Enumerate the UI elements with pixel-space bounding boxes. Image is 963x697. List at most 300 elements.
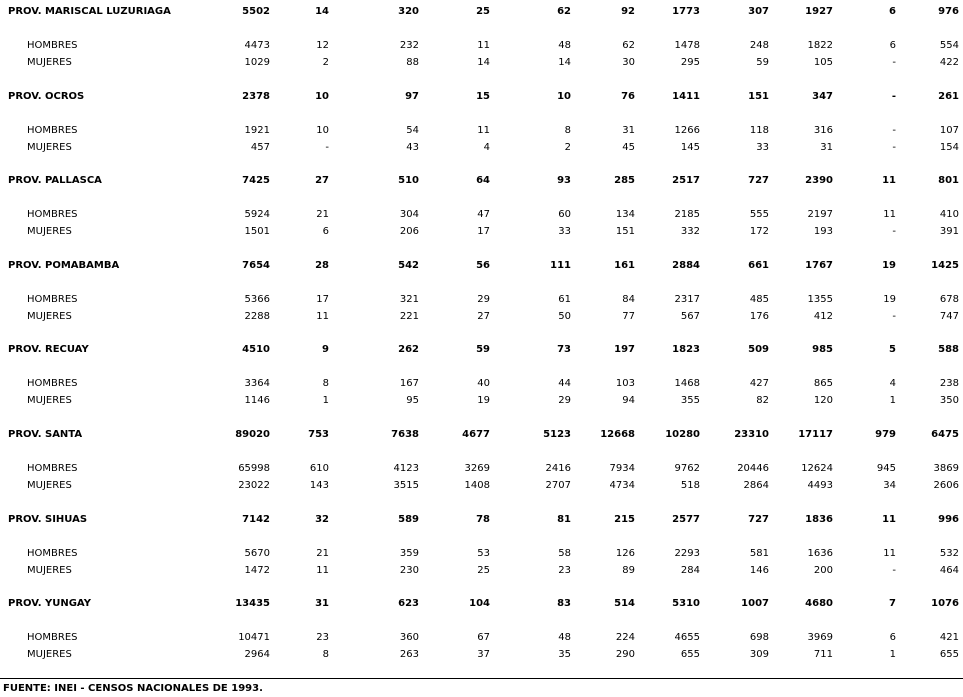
table-cell: 509: [748, 344, 769, 356]
table-row: [0, 206, 963, 223]
table-cell: 14: [315, 6, 329, 17]
table-row: [0, 37, 963, 54]
table-cell: 360: [399, 632, 419, 644]
table-cell: 11: [477, 40, 490, 51]
table-cell: 93: [557, 175, 571, 187]
table-cell: 4: [889, 378, 896, 390]
table-cell: 1007: [741, 598, 769, 610]
table-cell: 284: [680, 564, 700, 576]
table-cell: -: [892, 226, 896, 238]
table-cell: 2517: [672, 175, 700, 187]
table-row: [0, 629, 963, 646]
sex-label: HOMBRES: [27, 378, 78, 390]
table-cell: 23022: [238, 480, 270, 491]
table-cell: 20446: [737, 463, 769, 474]
table-cell: 542: [398, 259, 419, 271]
table-cell: -: [892, 310, 896, 322]
table-cell: 532: [939, 547, 959, 559]
table-cell: 25: [476, 6, 490, 17]
table-row: [0, 223, 963, 240]
table-cell: 167: [399, 378, 419, 390]
table-cell: 464: [939, 564, 959, 576]
table-cell: 224: [615, 632, 635, 644]
sex-label: HOMBRES: [27, 124, 78, 136]
table-cell: 2: [564, 141, 571, 153]
province-total-row: [0, 172, 963, 189]
table-cell: 5310: [672, 598, 700, 610]
province-name: PROV. OCROS: [8, 90, 85, 102]
table-cell: 4655: [674, 632, 700, 644]
table-cell: 176: [749, 310, 769, 322]
table-cell: 1823: [672, 344, 700, 356]
table-cell: -: [892, 57, 896, 68]
table-cell: 17: [477, 226, 490, 238]
table-cell: 65998: [238, 463, 270, 474]
table-cell: 3364: [244, 378, 270, 390]
table-cell: 21: [316, 547, 329, 559]
table-cell: 2378: [242, 90, 270, 102]
table-cell: 48: [558, 632, 571, 644]
table-cell: 6: [322, 226, 329, 238]
table-cell: 10: [316, 124, 329, 136]
table-cell: 711: [813, 649, 833, 661]
table-cell: 67: [477, 632, 490, 644]
table-cell: 2864: [743, 480, 769, 491]
table-cell: 4: [483, 141, 490, 153]
table-cell: 1501: [244, 226, 270, 238]
table-cell: 10471: [238, 632, 270, 644]
table-cell: 261: [938, 90, 959, 102]
table-cell: 1: [322, 395, 329, 407]
table-cell: 33: [756, 141, 769, 153]
table-cell: 567: [680, 310, 700, 322]
table-cell: 19: [477, 395, 490, 407]
table-cell: 1425: [931, 259, 959, 271]
province-name: PROV. POMABAMBA: [8, 259, 120, 271]
table-row: [0, 460, 963, 477]
table-cell: 1836: [805, 513, 833, 525]
table-cell: 421: [939, 632, 959, 644]
table-cell: 197: [614, 344, 635, 356]
table-cell: 120: [813, 395, 833, 407]
table-cell: 3269: [464, 463, 490, 474]
table-cell: 985: [812, 344, 833, 356]
table-cell: 45: [622, 141, 635, 153]
table-cell: 60: [558, 209, 571, 221]
table-cell: 59: [476, 344, 490, 356]
table-cell: 78: [476, 513, 490, 525]
table-cell: 11: [882, 175, 896, 187]
table-cell: 104: [469, 598, 490, 610]
table-cell: 7425: [242, 175, 270, 187]
table-cell: 1411: [672, 90, 700, 102]
table-cell: 32: [315, 513, 329, 525]
table-cell: 11: [883, 209, 896, 221]
table-cell: 29: [558, 395, 571, 407]
table-cell: 4677: [462, 429, 490, 440]
table-cell: 7654: [242, 259, 270, 271]
table-cell: 238: [939, 378, 959, 390]
table-cell: 82: [756, 395, 769, 407]
table-cell: 2185: [674, 209, 700, 221]
table-cell: -: [325, 141, 329, 153]
province-name: PROV. SIHUAS: [8, 513, 88, 525]
table-cell: 391: [939, 226, 959, 238]
table-cell: 1927: [805, 6, 833, 17]
table-cell: 3969: [807, 632, 833, 644]
table-cell: 62: [622, 40, 635, 51]
table-cell: 6: [889, 40, 896, 51]
table-cell: 14: [558, 57, 571, 68]
table-cell: 350: [939, 395, 959, 407]
sex-label: MUJERES: [27, 141, 72, 153]
table-cell: 1146: [244, 395, 270, 407]
table-cell: 11: [316, 310, 329, 322]
table-cell: 747: [939, 310, 959, 322]
table-cell: 89020: [235, 429, 270, 440]
table-cell: 19: [882, 259, 896, 271]
table-cell: 1355: [807, 293, 833, 305]
table-cell: 4510: [242, 344, 270, 356]
table-cell: 31: [315, 598, 329, 610]
table-cell: 248: [749, 40, 769, 51]
table-cell: 48: [558, 40, 571, 51]
table-cell: 623: [398, 598, 419, 610]
table-cell: 945: [876, 463, 896, 474]
table-cell: 1076: [931, 598, 959, 610]
sex-label: MUJERES: [27, 395, 72, 407]
table-cell: 655: [939, 649, 959, 661]
table-cell: 510: [398, 175, 419, 187]
table-cell: 1478: [674, 40, 700, 51]
table-cell: 554: [939, 40, 959, 51]
table-cell: 655: [680, 649, 700, 661]
sex-label: HOMBRES: [27, 209, 78, 221]
table-cell: 698: [749, 632, 769, 644]
table-cell: 134: [615, 209, 635, 221]
table-cell: 12668: [600, 429, 635, 440]
table-cell: 29: [477, 293, 490, 305]
province-total-row: [0, 341, 963, 358]
table-cell: 206: [399, 226, 419, 238]
table-cell: 5366: [244, 293, 270, 305]
table-cell: 2197: [807, 209, 833, 221]
sex-label: MUJERES: [27, 649, 72, 661]
table-cell: 230: [399, 564, 419, 576]
table-cell: 19: [883, 293, 896, 305]
table-cell: -: [892, 124, 896, 136]
table-cell: 10: [557, 90, 571, 102]
table-cell: 5502: [242, 6, 270, 17]
table-cell: 9762: [674, 463, 700, 474]
table-cell: 588: [938, 344, 959, 356]
table-cell: 412: [813, 310, 833, 322]
table-cell: 422: [939, 57, 959, 68]
table-cell: 61: [558, 293, 571, 305]
table-cell: 7142: [242, 513, 270, 525]
table-cell: 89: [622, 564, 635, 576]
table-cell: 727: [748, 175, 769, 187]
source-note: FUENTE: INEI - CENSOS NACIONALES DE 1993.: [3, 683, 263, 694]
sex-label: MUJERES: [27, 564, 72, 576]
table-row: [0, 545, 963, 562]
table-cell: 53: [477, 547, 490, 559]
table-cell: 3869: [933, 463, 959, 474]
table-row: [0, 392, 963, 409]
table-cell: 105: [813, 57, 833, 68]
province-total-row: [0, 3, 963, 20]
table-cell: 1029: [244, 57, 270, 68]
table-cell: 11: [883, 547, 896, 559]
table-cell: 4473: [244, 40, 270, 51]
table-cell: 1767: [805, 259, 833, 271]
table-cell: 151: [748, 90, 769, 102]
sex-label: MUJERES: [27, 310, 72, 322]
table-row: [0, 139, 963, 156]
table-cell: 3515: [393, 480, 419, 491]
table-cell: 8: [564, 124, 571, 136]
table-cell: 40: [477, 378, 490, 390]
table-cell: 518: [680, 480, 700, 491]
table-cell: 7: [889, 598, 896, 610]
table-cell: 17117: [798, 429, 833, 440]
province-total-row: [0, 426, 963, 443]
table-cell: 77: [622, 310, 635, 322]
table-cell: 11: [316, 564, 329, 576]
sex-label: HOMBRES: [27, 632, 78, 644]
table-cell: 5924: [244, 209, 270, 221]
table-cell: 83: [557, 598, 571, 610]
table-cell: 34: [883, 480, 896, 491]
table-cell: 7638: [391, 429, 419, 440]
table-cell: -: [891, 90, 896, 102]
table-cell: 2606: [933, 480, 959, 491]
table-cell: 215: [614, 513, 635, 525]
table-cell: 47: [477, 209, 490, 221]
table-cell: 1472: [244, 564, 270, 576]
table-cell: 2884: [672, 259, 700, 271]
table-cell: 221: [399, 310, 419, 322]
table-cell: 151: [615, 226, 635, 238]
table-row: [0, 646, 963, 663]
table-cell: 514: [614, 598, 635, 610]
sex-label: HOMBRES: [27, 293, 78, 305]
table-cell: 11: [477, 124, 490, 136]
table-cell: 62: [557, 6, 571, 17]
table-cell: 2416: [545, 463, 571, 474]
province-name: PROV. PALLASCA: [8, 175, 102, 187]
table-cell: 12624: [801, 463, 833, 474]
table-cell: 92: [621, 6, 635, 17]
table-cell: 97: [405, 90, 419, 102]
table-cell: 285: [614, 175, 635, 187]
table-cell: 610: [309, 463, 329, 474]
table-cell: 1266: [674, 124, 700, 136]
table-cell: 111: [550, 259, 571, 271]
table-cell: 59: [756, 57, 769, 68]
table-cell: 58: [558, 547, 571, 559]
table-row: [0, 375, 963, 392]
table-cell: 21: [316, 209, 329, 221]
table-cell: 321: [399, 293, 419, 305]
table-row: [0, 562, 963, 579]
table-cell: 126: [615, 547, 635, 559]
table-cell: 81: [557, 513, 571, 525]
table-cell: 2293: [674, 547, 700, 559]
table-cell: 27: [477, 310, 490, 322]
table-cell: 73: [557, 344, 571, 356]
table-cell: 14: [477, 57, 490, 68]
province-total-row: [0, 88, 963, 105]
table-row: [0, 291, 963, 308]
table-cell: 161: [614, 259, 635, 271]
sex-label: MUJERES: [27, 57, 72, 68]
table-cell: 2577: [672, 513, 700, 525]
table-cell: 1822: [807, 40, 833, 51]
table-row: [0, 477, 963, 494]
province-name: PROV. RECUAY: [8, 344, 89, 356]
table-cell: 143: [309, 480, 329, 491]
table-cell: 95: [406, 395, 419, 407]
table-cell: 976: [938, 6, 959, 17]
table-cell: 146: [749, 564, 769, 576]
table-cell: 64: [476, 175, 490, 187]
table-cell: 307: [748, 6, 769, 17]
table-cell: 555: [749, 209, 769, 221]
table-cell: 118: [749, 124, 769, 136]
table-cell: 2964: [244, 649, 270, 661]
table-cell: 753: [308, 429, 329, 440]
table-cell: 262: [398, 344, 419, 356]
footer-divider: [0, 678, 963, 679]
table-cell: 15: [476, 90, 490, 102]
table-cell: 316: [813, 124, 833, 136]
table-cell: 996: [938, 513, 959, 525]
table-cell: 28: [315, 259, 329, 271]
table-cell: 1773: [672, 6, 700, 17]
table-cell: 5: [889, 344, 896, 356]
table-cell: 33: [558, 226, 571, 238]
table-cell: 1636: [807, 547, 833, 559]
table-cell: 4493: [807, 480, 833, 491]
table-cell: 8: [322, 378, 329, 390]
table-row: [0, 122, 963, 139]
table-cell: 76: [621, 90, 635, 102]
table-cell: 1: [889, 649, 896, 661]
table-cell: 4734: [609, 480, 635, 491]
table-cell: 145: [680, 141, 700, 153]
table-cell: 865: [813, 378, 833, 390]
table-cell: 801: [938, 175, 959, 187]
table-cell: 485: [749, 293, 769, 305]
table-cell: 103: [615, 378, 635, 390]
table-cell: 1468: [674, 378, 700, 390]
table-row: [0, 308, 963, 325]
table-cell: 88: [406, 57, 419, 68]
sex-label: HOMBRES: [27, 547, 78, 559]
table-cell: 2707: [545, 480, 571, 491]
table-cell: 54: [406, 124, 419, 136]
table-cell: -: [892, 564, 896, 576]
province-name: PROV. YUNGAY: [8, 598, 91, 610]
sex-label: HOMBRES: [27, 463, 78, 474]
table-cell: 5670: [244, 547, 270, 559]
province-total-row: [0, 595, 963, 612]
table-cell: 35: [558, 649, 571, 661]
table-cell: 94: [622, 395, 635, 407]
province-total-row: [0, 511, 963, 528]
table-cell: 661: [748, 259, 769, 271]
table-cell: 56: [476, 259, 490, 271]
table-cell: 25: [477, 564, 490, 576]
table-cell: 27: [315, 175, 329, 187]
table-cell: 6: [889, 632, 896, 644]
table-cell: 6: [889, 6, 896, 17]
table-cell: 2317: [674, 293, 700, 305]
table-cell: 359: [399, 547, 419, 559]
table-row: [0, 54, 963, 71]
table-cell: 10280: [665, 429, 700, 440]
table-cell: 427: [749, 378, 769, 390]
table-cell: 23: [558, 564, 571, 576]
table-cell: 979: [875, 429, 896, 440]
table-cell: 50: [558, 310, 571, 322]
table-cell: 320: [398, 6, 419, 17]
table-cell: 23: [316, 632, 329, 644]
table-cell: 727: [748, 513, 769, 525]
table-cell: 4123: [393, 463, 419, 474]
table-cell: 410: [939, 209, 959, 221]
table-cell: -: [892, 141, 896, 153]
table-cell: 263: [399, 649, 419, 661]
table-cell: 7934: [609, 463, 635, 474]
table-cell: 332: [680, 226, 700, 238]
table-cell: 31: [820, 141, 833, 153]
table-cell: 84: [622, 293, 635, 305]
table-cell: 581: [749, 547, 769, 559]
table-cell: 30: [622, 57, 635, 68]
table-cell: 17: [316, 293, 329, 305]
sex-label: MUJERES: [27, 226, 72, 238]
table-cell: 6475: [931, 429, 959, 440]
table-cell: 2288: [244, 310, 270, 322]
table-cell: 23310: [734, 429, 769, 440]
table-cell: 8: [322, 649, 329, 661]
table-cell: 10: [315, 90, 329, 102]
table-cell: 43: [406, 141, 419, 153]
table-cell: 1: [889, 395, 896, 407]
table-cell: 154: [939, 141, 959, 153]
table-cell: 172: [749, 226, 769, 238]
table-cell: 2: [322, 57, 329, 68]
province-total-row: [0, 257, 963, 274]
table-cell: 4680: [805, 598, 833, 610]
sex-label: MUJERES: [27, 480, 72, 491]
table-cell: 200: [813, 564, 833, 576]
table-cell: 11: [882, 513, 896, 525]
sex-label: HOMBRES: [27, 40, 78, 51]
table-cell: 13435: [235, 598, 270, 610]
table-cell: 457: [250, 141, 270, 153]
table-cell: 9: [322, 344, 329, 356]
table-cell: 290: [615, 649, 635, 661]
table-cell: 1921: [244, 124, 270, 136]
table-cell: 31: [622, 124, 635, 136]
table-cell: 347: [812, 90, 833, 102]
table-cell: 232: [399, 40, 419, 51]
table-cell: 304: [399, 209, 419, 221]
table-cell: 355: [680, 395, 700, 407]
